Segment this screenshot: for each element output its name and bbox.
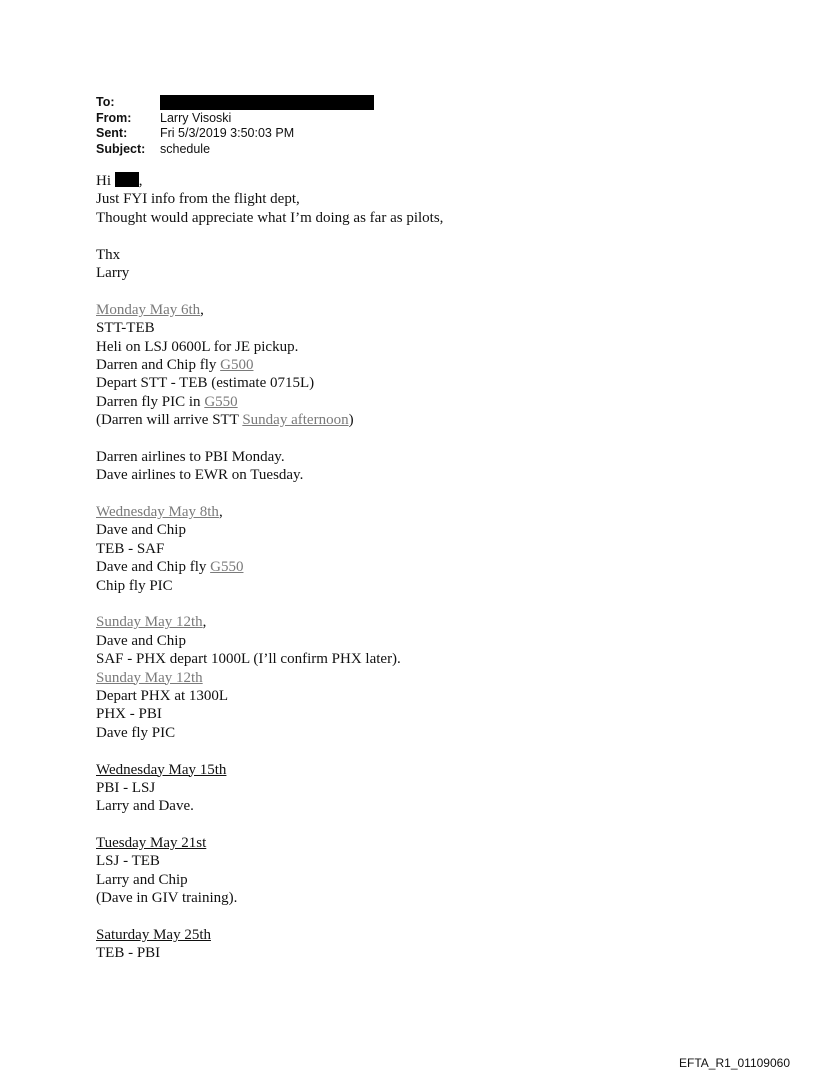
sunday12-leg1: SAF - PHX depart 1000L (I’ll confirm PHX later). xyxy=(96,651,401,668)
monday-route: STT-TEB xyxy=(96,320,155,337)
to-row xyxy=(96,95,374,111)
intro-line-2: Thought would appreciate what I’m doing as far as pilots, xyxy=(96,209,444,226)
sunday12-leg2: PHX - PBI xyxy=(96,706,162,723)
intro-line-1: Just FYI info from the flight dept, xyxy=(96,191,300,208)
monday-fly-prefix: Darren and Chip fly xyxy=(96,356,221,373)
airlines-line-1: Darren airlines to PBI Monday. xyxy=(96,448,285,465)
saturday25-date: Saturday May 25th xyxy=(96,927,211,944)
tuesday21-note: (Dave in GIV training). xyxy=(96,890,238,907)
wednesday8-fly xyxy=(96,558,443,576)
to-label: To: xyxy=(96,95,115,109)
saturday25-heading xyxy=(96,926,443,944)
monday-heli: Heli on LSJ 0600L for JE pickup. xyxy=(96,338,299,355)
wednesday8-heading xyxy=(96,503,443,521)
redacted-name xyxy=(115,172,139,187)
wednesday8-fly-prefix: Dave and Chip fly xyxy=(96,559,211,576)
tuesday21-crew: Larry and Chip xyxy=(96,871,188,888)
monday-aircraft-link[interactable]: G500 xyxy=(220,356,254,373)
sent-value: Fri 5/3/2019 3:50:03 PM xyxy=(160,126,295,140)
email-body xyxy=(96,172,443,963)
wednesday15-route: PBI - LSJ xyxy=(96,779,156,796)
signoff-name: Larry xyxy=(96,264,130,281)
email-header xyxy=(96,95,374,157)
sunday12-heading xyxy=(96,613,443,631)
sunday12-date-link[interactable]: Sunday May 12th xyxy=(96,614,203,631)
tuesday21-date: Tuesday May 21st xyxy=(96,835,207,852)
from-value: Larry Visoski xyxy=(160,110,232,125)
greeting xyxy=(96,172,443,190)
monday-pic-aircraft-link[interactable]: G550 xyxy=(204,393,238,410)
sent-label: Sent: xyxy=(96,126,128,140)
subject-value: schedule xyxy=(160,141,211,156)
monday-depart: Depart STT - TEB (estimate 0715L) xyxy=(96,375,315,392)
signoff-thx: Thx xyxy=(96,246,121,263)
monday-arrive-prefix: (Darren will arrive STT xyxy=(96,412,243,429)
monday-fly xyxy=(96,356,443,374)
document-id: EFTA_R1_01109060 xyxy=(679,1056,790,1070)
wednesday15-crew: Larry and Dave. xyxy=(96,798,194,815)
greeting-comma: , xyxy=(138,173,143,189)
wednesday8-date-link[interactable]: Wednesday May 8th xyxy=(96,504,219,521)
monday-heading xyxy=(96,301,443,319)
monday-pic xyxy=(96,393,443,411)
airlines-line-2: Dave airlines to EWR on Tuesday. xyxy=(96,467,304,484)
from-row xyxy=(96,111,374,127)
from-label: From: xyxy=(96,110,132,125)
sunday12-heading-2 xyxy=(96,669,443,687)
monday-date-link[interactable]: Monday May 6th xyxy=(96,301,201,318)
wednesday15-date: Wednesday May 15th xyxy=(96,761,227,778)
sunday12-date-link-2[interactable]: Sunday May 12th xyxy=(96,669,203,686)
wednesday8-route: TEB - SAF xyxy=(96,540,165,557)
wednesday8-heading-suffix: , xyxy=(218,504,223,521)
sunday-afternoon-link[interactable]: Sunday afternoon xyxy=(242,412,349,429)
sent-row xyxy=(96,126,374,142)
wednesday15-heading xyxy=(96,761,443,779)
wednesday8-pic: Chip fly PIC xyxy=(96,577,173,594)
monday-pic-prefix: Darren fly PIC in xyxy=(96,393,205,410)
sunday12-pic: Dave fly PIC xyxy=(96,724,176,741)
tuesday21-heading xyxy=(96,834,443,852)
sunday12-crew: Dave and Chip xyxy=(96,632,186,649)
greeting-hi: Hi xyxy=(96,173,115,189)
wednesday8-aircraft-link[interactable]: G550 xyxy=(210,559,244,576)
sunday12-depart: Depart PHX at 1300L xyxy=(96,687,229,704)
monday-arrive-suffix: ) xyxy=(348,412,354,429)
monday-arrive xyxy=(96,411,443,429)
sunday12-heading-suffix: , xyxy=(202,614,207,631)
redacted-recipient xyxy=(160,95,374,110)
wednesday8-crew: Dave and Chip xyxy=(96,522,186,539)
subject-label: Subject: xyxy=(96,141,146,156)
monday-heading-suffix: , xyxy=(200,301,204,318)
tuesday21-route: LSJ - TEB xyxy=(96,853,160,870)
saturday25-route: TEB - PBI xyxy=(96,945,161,962)
subject-row xyxy=(96,142,374,158)
